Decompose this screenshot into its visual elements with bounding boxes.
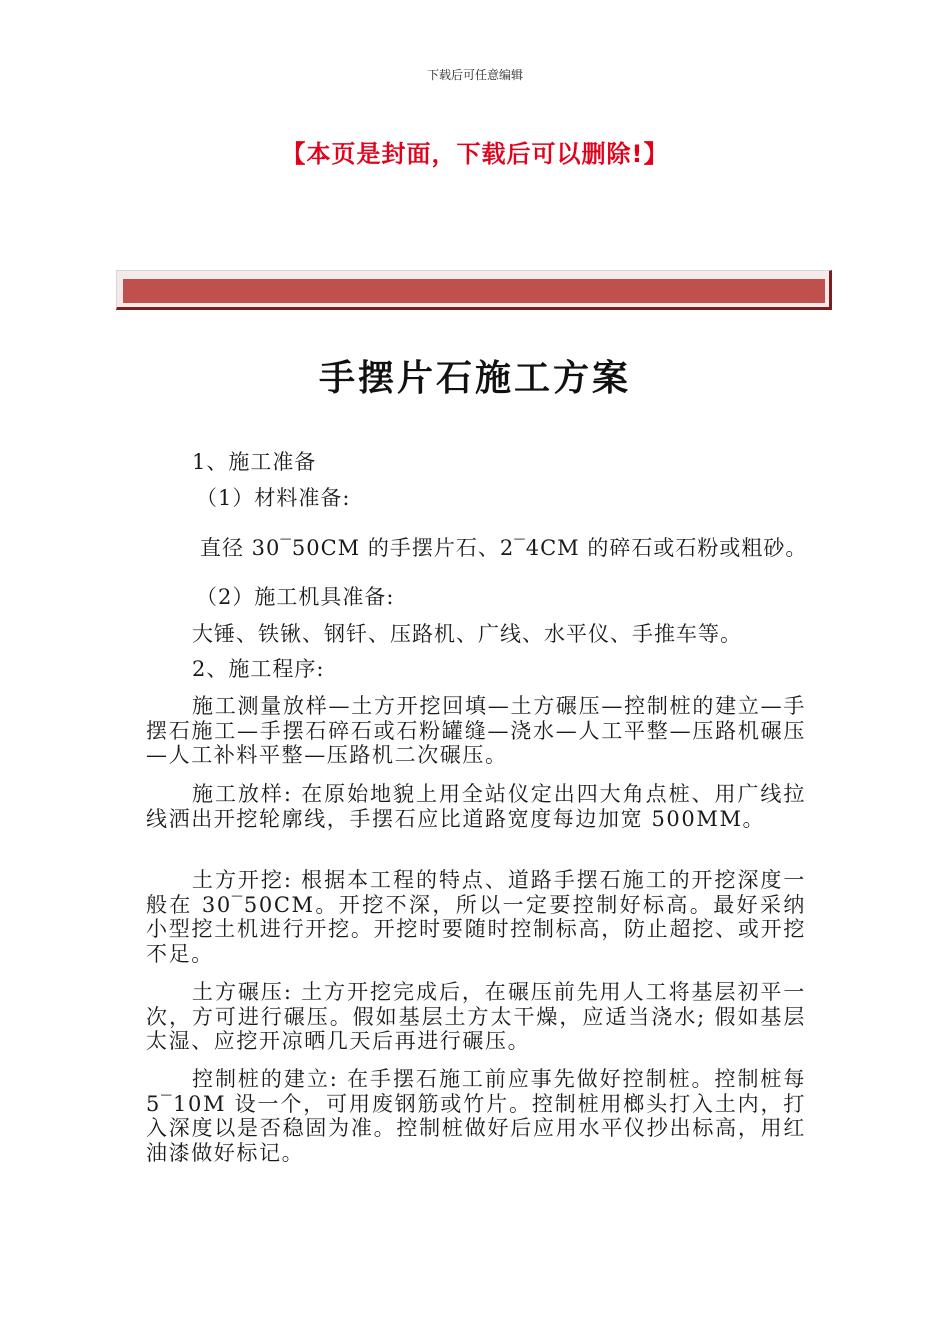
control-stake-paragraph: 控制桩的建立: 在手摆石施工前应事先做好控制桩。控制桩每 5‾10M 设一个，可用废钢筋或竹片。控制桩用榔头打入土内，打入深度以是否稳固为准。控制桩做好后应用水平仪抄出标高，用红油漆做好标记。: [146, 1067, 806, 1165]
decorative-banner: [116, 270, 832, 310]
material-text: 直径 30‾50CM 的手摆片石、2‾4CM 的碎石或石粉或粗砂。: [200, 536, 808, 560]
staking-paragraph: 施工放样: 在原始地貌上用全站仪定出四大角点桩、用广线拉线洒出开挖轮廓线，手摆石应比道路宽度每边加宽 500MM。: [146, 782, 806, 831]
excavation-paragraph: 土方开挖: 根据本工程的特点、道路手摆石施工的开挖深度一般在 30‾50CM。开挖不深，所以一定要控制好标高。最好采纳小型挖土机进行开挖。开挖时要随时控制标高，防止超挖、或开挖不足。: [146, 868, 806, 966]
procedure-paragraph: 施工测量放样—土方开挖回填—土方碾压—控制桩的建立—手摆石施工—手摆石碎石或石粉罐缝—浇水—人工平整—压路机碾压—人工补料平整—压路机二次碾压。: [146, 694, 806, 767]
material-heading: （1）材料准备:: [196, 486, 351, 510]
equipment-text: 大锤、铁锹、钢钎、压路机、广线、水平仪、手推车等。: [192, 622, 742, 646]
section2-heading: 2、施工程序:: [192, 657, 325, 681]
document-title: 手摆片石施工方案: [318, 357, 631, 399]
page-header-note: 下载后可任意编辑: [426, 68, 523, 82]
equipment-heading: （2）施工机具准备:: [196, 585, 395, 609]
compaction-paragraph: 土方碾压: 土方开挖完成后，在碾压前先用人工将基层初平一次，方可进行碾压。假如基层土方太干燥，应适当浇水; 假如基层太湿、应挖开凉晒几天后再进行碾压。: [146, 980, 806, 1053]
section1-heading: 1、施工准备: [192, 450, 317, 474]
cover-delete-notice: 【本页是封面，下载后可以删除!】: [281, 140, 669, 168]
decorative-banner-bar: [123, 279, 825, 303]
